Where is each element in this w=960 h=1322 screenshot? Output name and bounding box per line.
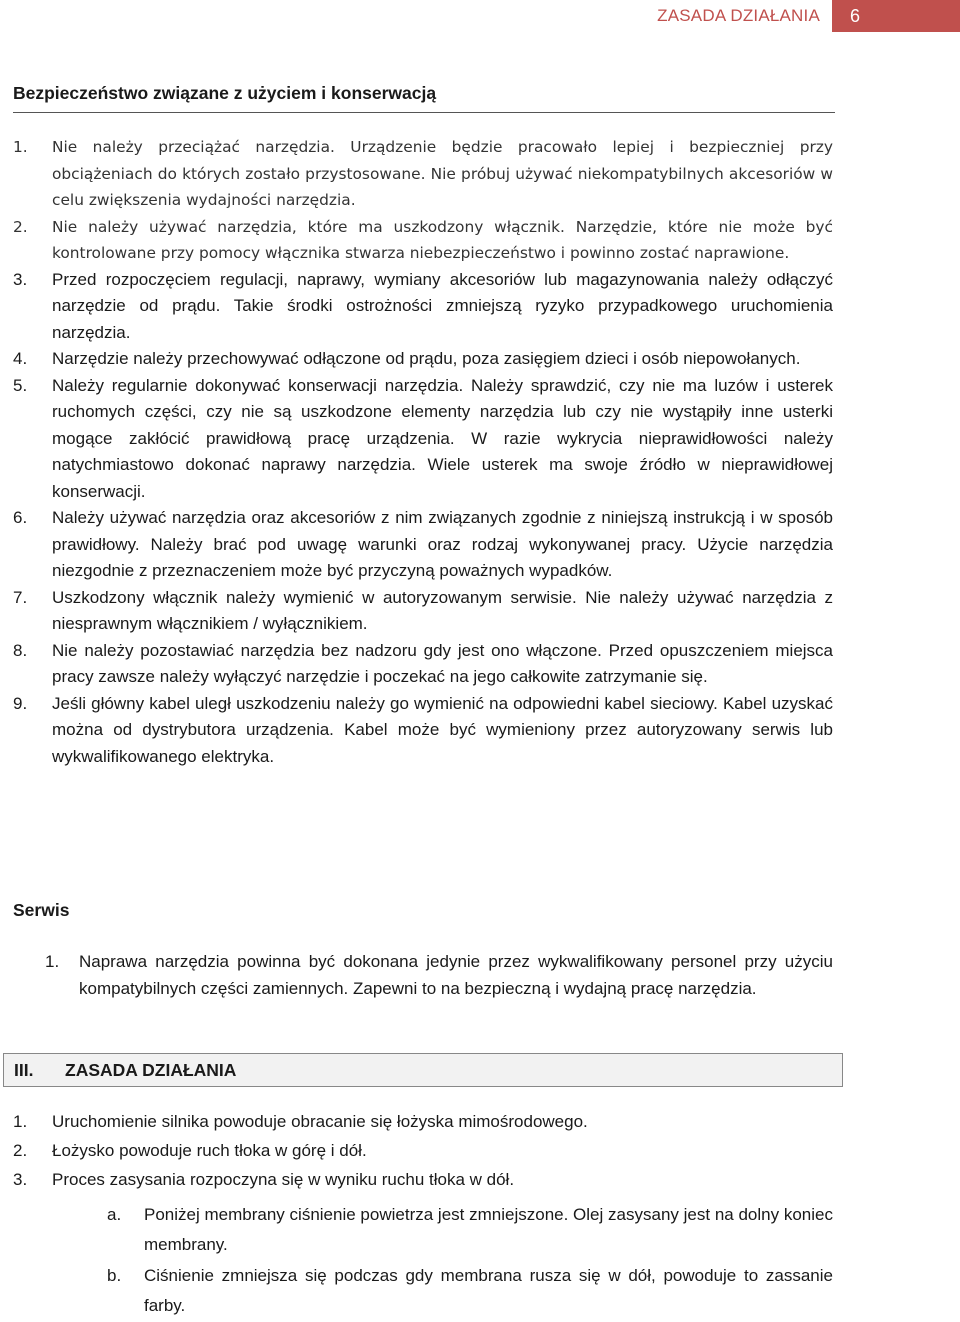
list-item: 8. Nie należy pozostawiać narzędzia bez nadzoru gdy jest ono włączone. Przed opuszczeniem miejsca pracy zawsze należy wyłączyć narzędzie i poczekać na jego całkowite zatrzymanie się.: [13, 640, 833, 686]
list-item: 4. Narzędzie należy przechowywać odłączone od prądu, poza zasięgiem dzieci i osób niepowołanych.: [13, 349, 801, 368]
service-heading: Serwis: [13, 900, 70, 920]
list-item: 5. Należy regularnie dokonywać konserwacji narzędzia. Należy sprawdzić, czy nie ma luzów i usterek ruchomych części, czy nie są uszkodzone elementy narzędzia lub czy nie wystąpiły inne usterki mogące zakłócić prawidłową pracę urządzenia. W razie wykrycia nieprawidłowości należy natychmiastowo dokonać naprawy narzędzia. Wiele usterek ma swoje źródło w nieprawidłowej konserwacji.: [13, 375, 833, 501]
list-item: 1. Naprawa narzędzia powinna być dokonana jedynie przez wykwalifikowany personel przy użyciu kompatybilnych części zamiennych. Zapewni to na bezpieczną i wydajną pracę narzędzia.: [45, 952, 833, 998]
header-page-number: 6: [832, 0, 960, 32]
safety-list: [13, 134, 833, 770]
heading-rule: [13, 112, 835, 113]
principle-sublist: [107, 1200, 833, 1322]
list-item: 7. Uszkodzony włącznik należy wymienić w autoryzowanym serwisie. Nie należy używać narzędzia z niesprawnym włącznikiem / wyłącznikiem.: [13, 587, 833, 633]
safety-heading: Bezpieczeństwo związane z użyciem i konserwacją: [13, 83, 437, 103]
principle-list: [13, 1108, 833, 1195]
service-list: [45, 949, 833, 1002]
header-title: ZASADA DZIAŁANIA: [657, 6, 820, 25]
list-item: 2. Łożysko powoduje ruch tłoka w górę i dół.: [13, 1141, 367, 1160]
list-item: 1. Uruchomienie silnika powoduje obracanie się łożyska mimośrodowego.: [13, 1112, 588, 1131]
list-item: 3. Przed rozpoczęciem regulacji, naprawy, wymiany akcesoriów lub magazynowania należy odłączyć narzędzie od prądu. Takie środki ostrożności zmniejszą ryzyko przypadkowego uruchomienia narzędzia.: [13, 269, 833, 342]
list-item: 9. Jeśli główny kabel uległ uszkodzeniu należy go wymienić na odpowiedni kabel sieciowy. Kabel uzyskać można od dystrybutora urządzenia. Kabel może być wymieniony przez autoryzowany serwis lub wykwalifikowanego elektryka.: [13, 693, 833, 766]
section-title: ZASADA DZIAŁANIA: [65, 1060, 237, 1080]
list-item: 2. Nie należy używać narzędzia, które ma uszkodzony włącznik. Narzędzie, które nie może być kontrolowane przy pomocy włącznika stwarza niebezpieczeństwo i powinno zostać naprawione.: [13, 217, 833, 262]
list-item: a. Poniżej membrany ciśnienie powietrza jest zmniejszone. Olej zasysany jest na dolny koniec membrany.: [107, 1205, 833, 1254]
list-item: b. Ciśnienie zmniejsza się podczas gdy membrana rusza się w dół, powoduje to zassanie farby.: [107, 1266, 833, 1315]
list-item: 3. Proces zasysania rozpoczyna się w wyniku ruchu tłoka w dół.: [13, 1170, 515, 1189]
section-roman-numeral: III.: [14, 1060, 34, 1080]
section-heading-box: [3, 1053, 843, 1087]
list-item: 6. Należy używać narzędzia oraz akcesoriów z nim związanych zgodnie z niniejszą instrukcją i w sposób prawidłowy. Należy brać pod uwagę warunki oraz rodzaj wykonywanej pracy. Użycie narzędzia niezgodnie z przeznaczeniem może być przyczyną poważnych wypadków.: [13, 508, 833, 580]
list-item: 1. Nie należy przeciążać narzędzia. Urządzenie będzie pracowało lepiej i bezpieczniej przy obciążeniach do których zostało przystosowane. Nie próbuj używać niekompatybilnych akcesoriów w celu zwiększenia wydajności narzędzia.: [13, 138, 833, 209]
